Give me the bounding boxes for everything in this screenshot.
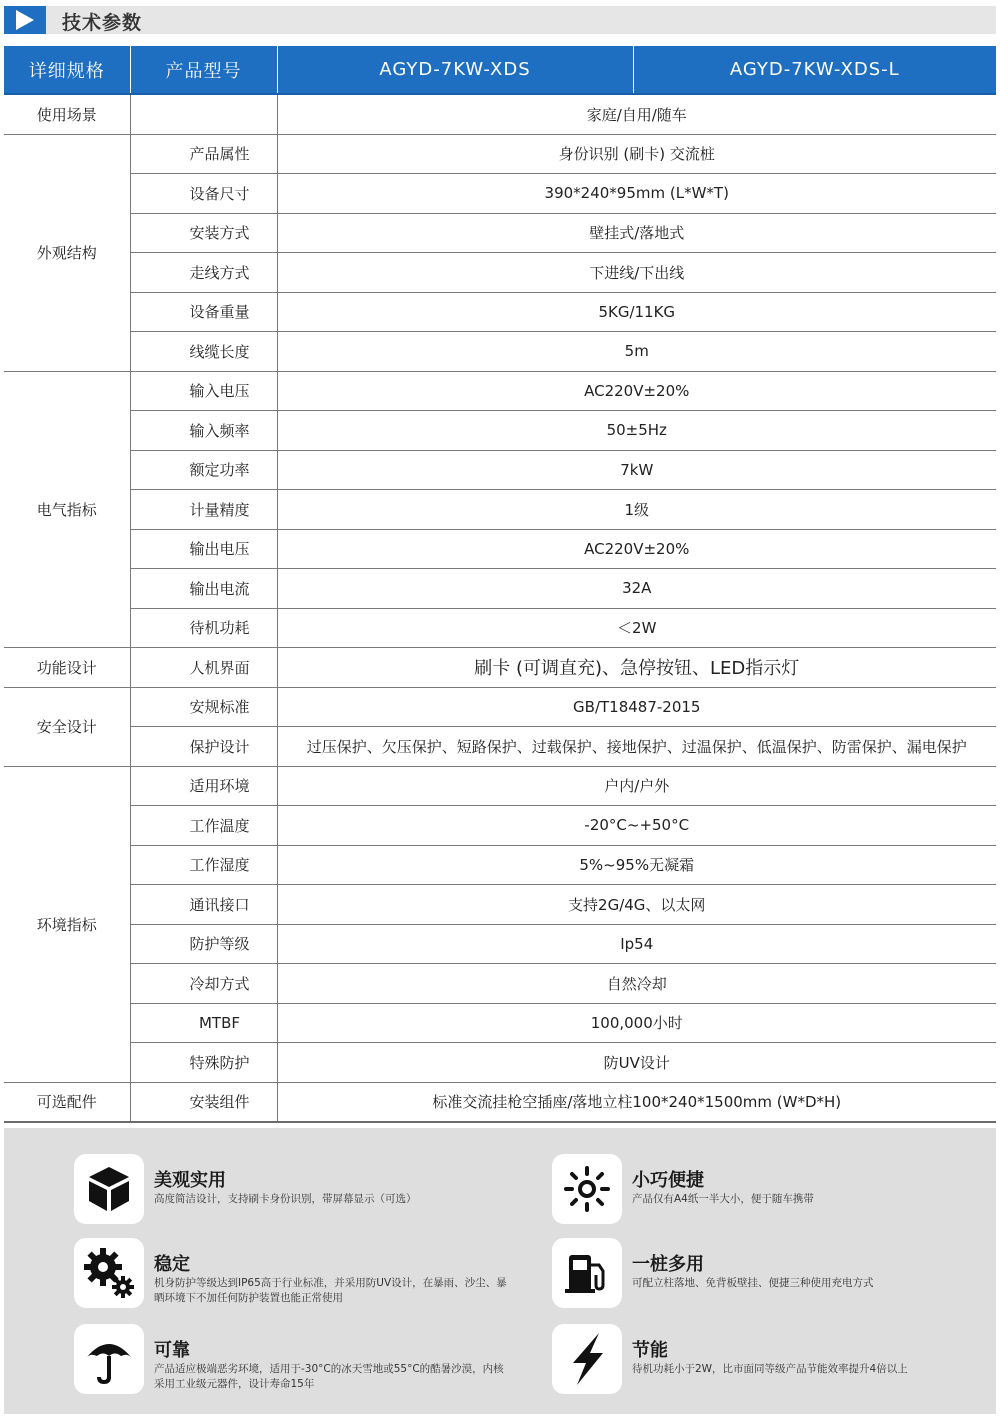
value-cell: 户内/户外: [277, 766, 996, 806]
item-cell: 走线方式: [130, 253, 277, 293]
item-cell: 设备尺寸: [130, 174, 277, 214]
item-cell: 计量精度: [130, 490, 277, 530]
value-cell: 7kW: [277, 450, 996, 490]
value-cell: 32A: [277, 569, 996, 609]
table-row: [4, 174, 996, 214]
table-row: [4, 608, 996, 648]
sun-icon: [552, 1154, 622, 1224]
table-row: [4, 806, 996, 846]
table-row: [4, 1043, 996, 1083]
table-row: [4, 134, 996, 174]
value-cell: 5%~95%无凝霜: [277, 845, 996, 885]
item-cell: 设备重量: [130, 292, 277, 332]
feature-title: 小巧便捷: [632, 1170, 704, 1191]
item-cell: 适用环境: [130, 766, 277, 806]
category-cell: 环境指标: [4, 766, 130, 1082]
feature-card: [74, 1324, 514, 1394]
item-cell: 产品属性: [130, 134, 277, 174]
item-cell: 输出电流: [130, 569, 277, 609]
value-cell: 50±5Hz: [277, 411, 996, 451]
feature-desc: 高度简洁设计，支持刷卡身份识别，带屏幕显示（可选）: [154, 1193, 417, 1205]
header-model: 产品型号: [130, 46, 277, 94]
item-cell: 人机界面: [130, 648, 277, 688]
item-cell: 输入电压: [130, 371, 277, 411]
table-row: [4, 292, 996, 332]
item-cell: 特殊防护: [130, 1043, 277, 1083]
feature-card: [74, 1154, 514, 1224]
feature-desc: 产品适应极端恶劣环境，适用于-30°C的冰天雪地或55°C的酷暑沙漠，内核采用工业级元器件，设计寿命15年: [154, 1363, 504, 1390]
item-cell: 安装组件: [130, 1082, 277, 1122]
feature-title: 节能: [632, 1340, 668, 1361]
section-title: 技术参数: [62, 12, 143, 34]
feature-card: [552, 1324, 992, 1394]
value-cell: ＜2W: [277, 608, 996, 648]
play-marker-icon: [4, 6, 46, 34]
table-row: [4, 371, 996, 411]
table-row: [4, 213, 996, 253]
value-cell: 过压保护、欠压保护、短路保护、过载保护、接地保护、过温保护、低温保护、防雷保护、漏电保护: [277, 727, 996, 767]
value-cell: 支持2G/4G、以太网: [277, 885, 996, 925]
item-cell: 保护设计: [130, 727, 277, 767]
table-row: [4, 411, 996, 451]
table-header-row: [4, 46, 996, 94]
item-cell: 额定功率: [130, 450, 277, 490]
feature-card: [552, 1238, 992, 1308]
table-row: [4, 450, 996, 490]
feature-card: [552, 1154, 992, 1224]
item-cell: 待机功耗: [130, 608, 277, 648]
table-row: [4, 529, 996, 569]
item-cell: 防护等级: [130, 924, 277, 964]
feature-desc: 机身防护等级达到IP65高于行业标准，并采用防UV设计，在暴雨、沙尘、暴晒环境下不加任何防护装置也能正常使用: [154, 1277, 507, 1304]
item-cell: 线缆长度: [130, 332, 277, 372]
usage-value: 家庭/自用/随车: [277, 94, 996, 134]
table-row: [4, 569, 996, 609]
table-row: [4, 253, 996, 293]
value-cell: 标准交流挂枪空插座/落地立柱100*240*1500mm (W*D*H): [277, 1082, 996, 1122]
umbrella-icon: [74, 1324, 144, 1394]
category-cell: 可选配件: [4, 1082, 130, 1122]
value-cell: 5m: [277, 332, 996, 372]
usage-category: 使用场景: [4, 94, 130, 134]
value-cell: AC220V±20%: [277, 371, 996, 411]
value-cell: 1级: [277, 490, 996, 530]
item-cell: 工作温度: [130, 806, 277, 846]
value-cell: 防UV设计: [277, 1043, 996, 1083]
value-cell: 100,000小时: [277, 1003, 996, 1043]
item-cell: 工作湿度: [130, 845, 277, 885]
item-cell: 安规标准: [130, 687, 277, 727]
table-row: [4, 332, 996, 372]
value-cell: 390*240*95mm (L*W*T): [277, 174, 996, 214]
value-cell: Ip54: [277, 924, 996, 964]
table-row: [4, 727, 996, 767]
features-panel: [4, 1128, 996, 1414]
fuel-pump-icon: [552, 1238, 622, 1308]
category-cell: 电气指标: [4, 371, 130, 648]
feature-title: 可靠: [154, 1340, 190, 1361]
item-cell: 输出电压: [130, 529, 277, 569]
header-spec: 详细规格: [4, 46, 130, 94]
item-cell: MTBF: [130, 1003, 277, 1043]
value-cell: 5KG/11KG: [277, 292, 996, 332]
feature-title: 稳定: [154, 1254, 190, 1275]
table-row: [4, 648, 996, 688]
table-row: [4, 964, 996, 1004]
cube-icon: [74, 1154, 144, 1224]
category-cell: 功能设计: [4, 648, 130, 688]
table-row: [4, 687, 996, 727]
section-header: [4, 6, 996, 34]
item-cell: 通讯接口: [130, 885, 277, 925]
value-cell: GB/T18487-2015: [277, 687, 996, 727]
feature-title: 一桩多用: [632, 1254, 704, 1275]
table-row: [4, 924, 996, 964]
feature-title: 美观实用: [154, 1170, 226, 1191]
table-row: [4, 766, 996, 806]
value-cell: 壁挂式/落地式: [277, 213, 996, 253]
lightning-icon: [552, 1324, 622, 1394]
item-cell: 冷却方式: [130, 964, 277, 1004]
spec-table: [4, 46, 996, 1123]
category-cell: 安全设计: [4, 687, 130, 766]
value-cell: 身份识别 (刷卡) 交流桩: [277, 134, 996, 174]
value-cell: 下进线/下出线: [277, 253, 996, 293]
table-row: [4, 1082, 996, 1122]
table-row: [4, 845, 996, 885]
table-row: [4, 490, 996, 530]
table-row: [4, 885, 996, 925]
gears-icon: [74, 1238, 144, 1308]
item-cell: 输入频率: [130, 411, 277, 451]
table-row: [4, 1003, 996, 1043]
value-cell: 刷卡 (可调直充)、急停按钮、LED指示灯: [277, 648, 996, 688]
feature-desc: 可配立柱落地、免背板壁挂、便捷三种使用充电方式: [632, 1277, 874, 1289]
value-cell: 自然冷却: [277, 964, 996, 1004]
value-cell: AC220V±20%: [277, 529, 996, 569]
table-row: [4, 94, 996, 134]
header-model-a: AGYD-7KW-XDS: [277, 46, 633, 94]
item-cell: 安装方式: [130, 213, 277, 253]
feature-card: [74, 1238, 514, 1308]
value-cell: -20°C~+50°C: [277, 806, 996, 846]
category-cell: 外观结构: [4, 134, 130, 371]
feature-desc: 待机功耗小于2W，比市面同等级产品节能效率提升4倍以上: [632, 1363, 908, 1375]
header-model-b: AGYD-7KW-XDS-L: [633, 46, 996, 94]
feature-desc: 产品仅有A4纸一半大小，便于随车携带: [632, 1193, 814, 1205]
usage-item: [130, 94, 277, 134]
table-body: [4, 94, 996, 1122]
